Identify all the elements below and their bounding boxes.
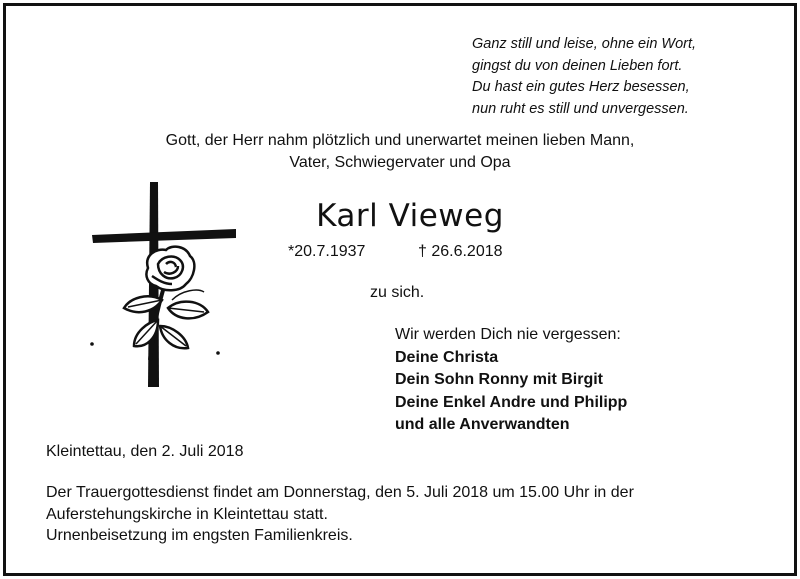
mourners-intro: Wir werden Dich nie vergessen: — [395, 326, 621, 343]
service-line: Urnenbeisetzung im engsten Familienkreis. — [46, 527, 353, 544]
closing-text: zu sich. — [370, 284, 425, 301]
intro-text — [60, 130, 740, 174]
deceased-name: Karl Vieweg — [316, 198, 504, 234]
cross-with-rose-icon — [88, 180, 238, 395]
poem — [472, 34, 762, 120]
poem-line: nun ruht es still und unvergessen. — [472, 100, 689, 117]
service-info — [46, 482, 634, 547]
intro-line: Gott, der Herr nahm plötzlich und unerwartet meinen lieben Mann, — [165, 132, 635, 149]
mourner-name: Deine Christa — [395, 348, 499, 366]
service-line: Der Trauergottesdienst findet am Donnerstag, den 5. Juli 2018 um 15.00 Uhr in der — [46, 484, 634, 501]
poem-line: gingst du von deinen Lieben fort. — [472, 57, 683, 74]
place-date: Kleintettau, den 2. Juli 2018 — [46, 443, 244, 460]
service-line: Auferstehungskirche in Kleintettau statt. — [46, 505, 328, 523]
death-date: † 26.6.2018 — [418, 243, 503, 260]
mourner-name: Dein Sohn Ronny mit Birgit — [395, 371, 603, 388]
intro-line: Vater, Schwiegervater und Opa — [289, 154, 511, 171]
mourner-name: und alle Anverwandten — [395, 416, 570, 433]
mourner-name: Deine Enkel Andre und Philipp — [395, 393, 628, 411]
mourners-list — [395, 324, 627, 437]
poem-line: Du hast ein gutes Herz besessen, — [472, 79, 690, 95]
poem-line: Ganz still und leise, ohne ein Wort, — [472, 36, 697, 52]
birth-date: *20.7.1937 — [288, 243, 366, 260]
